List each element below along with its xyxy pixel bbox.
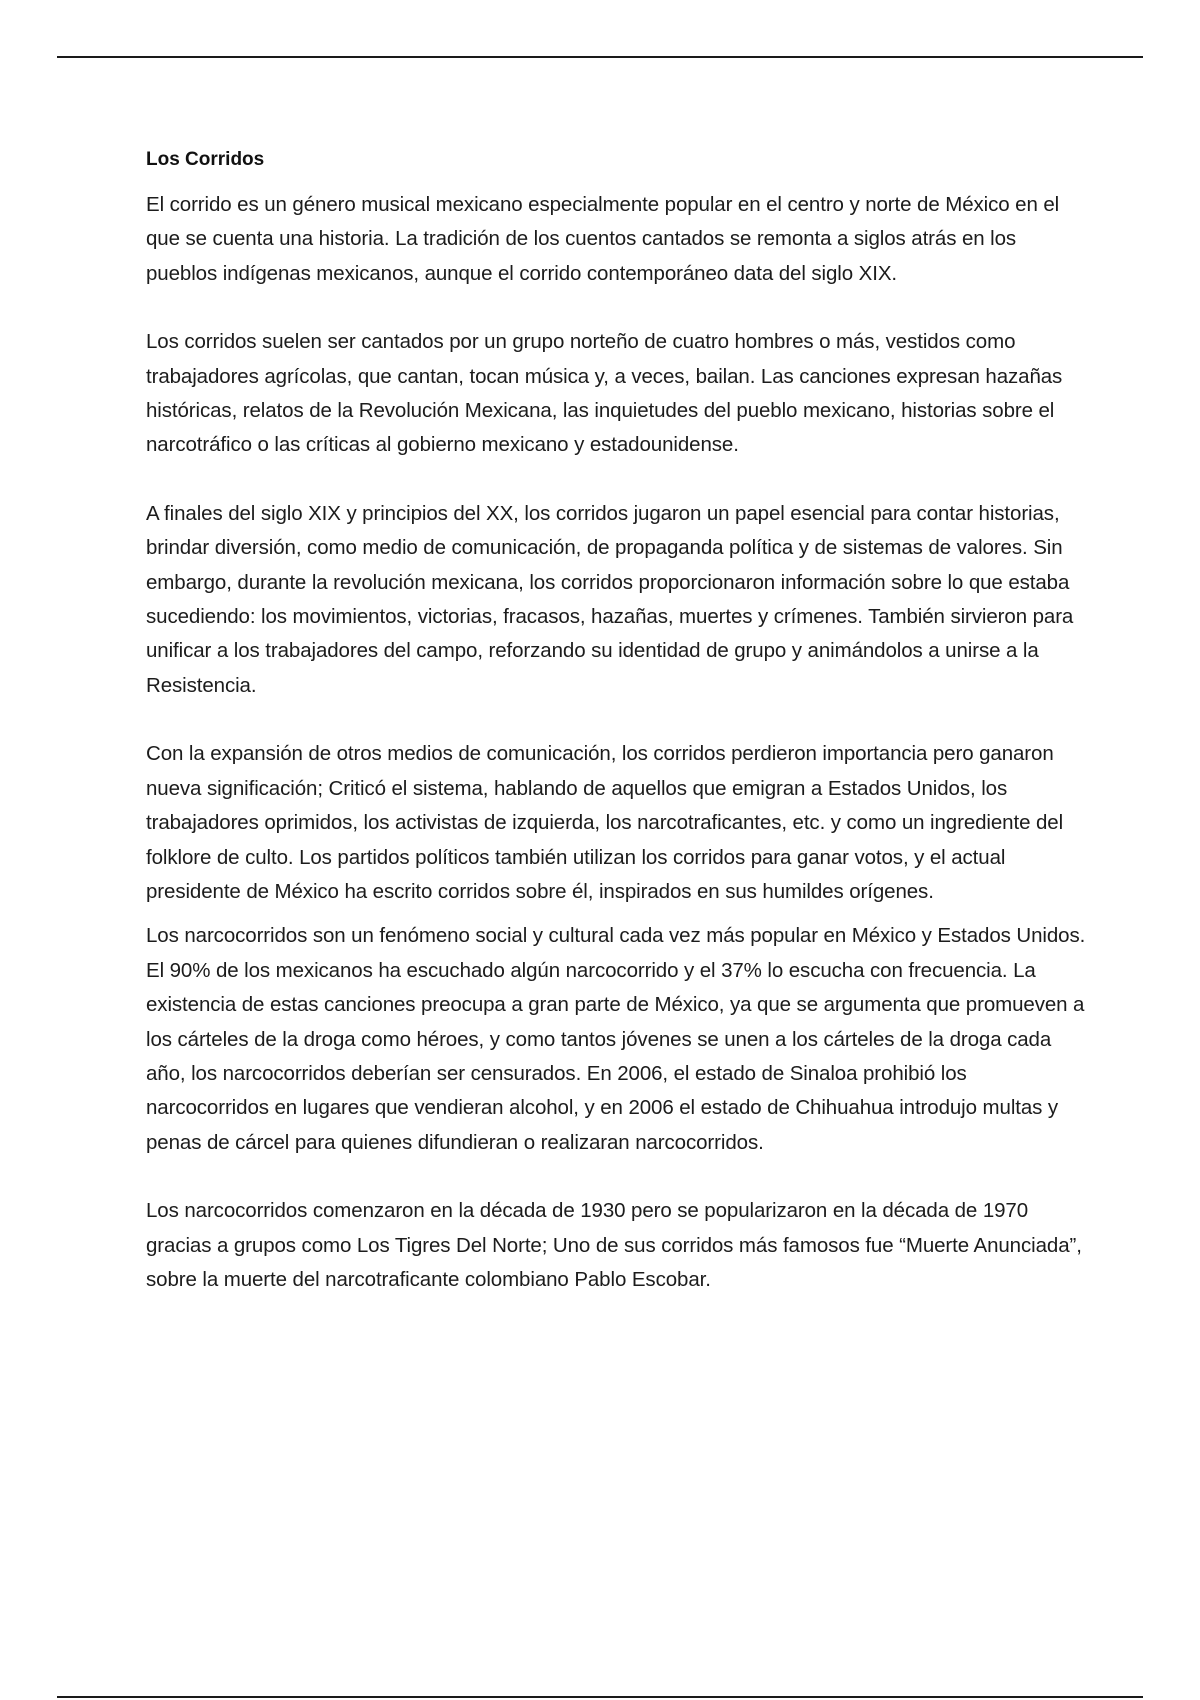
paragraph-3: A finales del siglo XIX y principios del XX, los corridos jugaron un papel esencial para contar historias, brindar diversión, como medio de comunicación, de propaganda política y de sistemas de valores. Sin embargo, durante la revolución mexicana, los corridos proporcionaron información sobre lo que estaba sucediendo: los movimientos, victorias, fracasos, hazañas, muertes y crímenes. También sirvieron para unificar a los trabajadores del campo, reforzando su identidad de grupo y animándolos a unirse a la Resistencia. bbox=[146, 501, 1074, 697]
document-body bbox=[146, 146, 1090, 1297]
paragraph-2: Los corridos suelen ser cantados por un grupo norteño de cuatro hombres o más, vestidos como trabajadores agrícolas, que cantan, tocan música y, a veces, bailan. Las canciones expresan hazañas históricas, relatos de la Revolución Mexicana, las inquietudes del pueblo mexicano, historias sobre el narcotráfico o las críticas al gobierno mexicano y estadounidense. bbox=[146, 330, 1063, 457]
paragraph-6: Los narcocorridos comenzaron en la década de 1930 pero se popularizaron en la década de 1970 gracias a grupos como Los Tigres Del Norte; Uno de sus corridos más famosos fue “Muerte Anunciada”, sobre la muerte del narcotraficante colombiano Pablo Escobar. bbox=[146, 1199, 1082, 1291]
paragraph-4: Con la expansión de otros medios de comunicación, los corridos perdieron importancia pero ganaron nueva significación; Criticó el sistema, hablando de aquellos que emigran a Estados Unidos, los trabajadores oprimidos, los activistas de izquierda, los narcotraficantes, etc. y como un ingrediente del folklore de culto. Los partidos políticos también utilizan los corridos para ganar votos, y el actual presidente de México ha escrito corridos sobre él, inspirados en sus humildes orígenes. bbox=[146, 742, 1064, 903]
header-divider bbox=[57, 56, 1143, 58]
document-title: Los Corridos bbox=[146, 149, 265, 170]
paragraph-1: El corrido es un género musical mexicano especialmente popular en el centro y norte de México en el que se cuenta una historia. La tradición de los cuentos cantados se remonta a siglos atrás en los pueblos indígenas mexicanos, aunque el corrido contemporáneo data del siglo XIX. bbox=[146, 193, 1060, 285]
footer-divider bbox=[57, 1696, 1143, 1698]
paragraph-5: Los narcocorridos son un fenómeno social y cultural cada vez más popular en México y Estados Unidos. El 90% de los mexicanos ha escuchado algún narcocorrido y el 37% lo escucha con frecuencia. La existencia de estas canciones preocupa a gran parte de México, ya que se argumenta que promueven a los cárteles de la droga como héroes, y como tantos jóvenes se unen a los cárteles de la droga cada año, los narcocorridos deberían ser censurados. En 2006, el estado de Sinaloa prohibió los narcocorridos en lugares que vendieran alcohol, y en 2006 el estado de Chihuahua introdujo multas y penas de cárcel para quienes difundieran o realizaran narcocorridos. bbox=[146, 924, 1086, 1154]
